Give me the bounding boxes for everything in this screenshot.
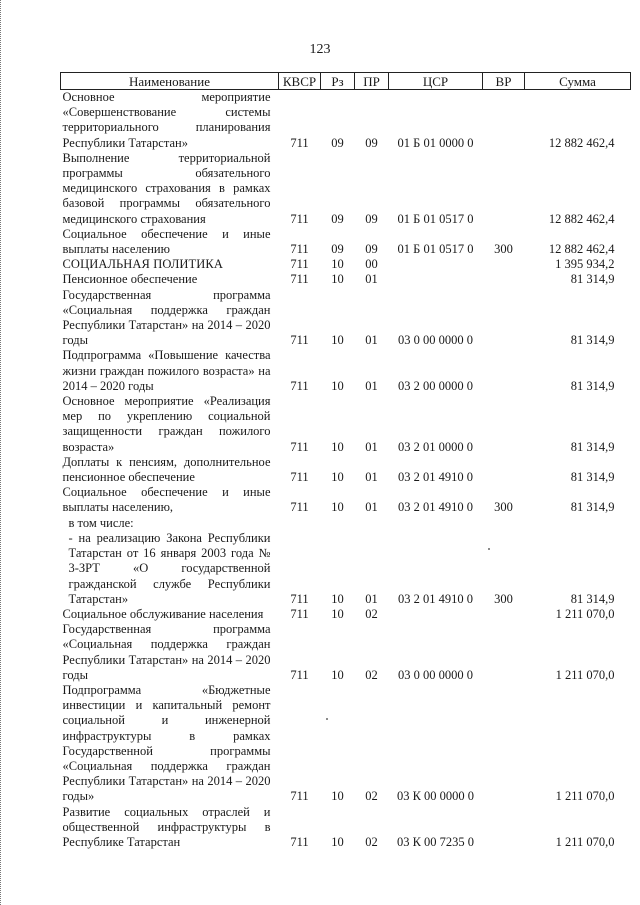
cell-name: Государственная программа «Социальная поддержка граждан Республики Татарстан» на 2014 – 2020 годы (62, 287, 271, 348)
cell-csr: 01 Б 01 0517 0 (397, 242, 474, 257)
cell-csr: 01 Б 01 0517 0 (397, 211, 474, 226)
cell-rz: 10 (331, 606, 344, 621)
cell-kvsr: 711 (290, 834, 309, 849)
cell-rz: 10 (331, 789, 344, 804)
cell-sum: 12 882 462,4 (548, 242, 615, 257)
table-row (61, 516, 631, 531)
cell-rz: 10 (331, 257, 344, 272)
cell-vr (483, 516, 525, 531)
cell-pr: 01 (365, 591, 378, 606)
table-row (61, 622, 631, 683)
cell-kvsr: 711 (290, 333, 309, 348)
cell-csr (389, 272, 483, 287)
cell-rz: 10 (331, 834, 344, 849)
cell-csr: 03 2 01 0000 0 (398, 439, 473, 454)
table-row (61, 272, 631, 287)
cell-csr: 03 2 01 4910 0 (398, 470, 473, 485)
cell-csr: 03 2 01 4910 0 (398, 591, 473, 606)
cell-sum (525, 516, 631, 531)
cell-csr (389, 607, 483, 622)
table-row (61, 531, 631, 607)
table-row (61, 90, 631, 151)
cell-vr (483, 288, 525, 349)
cell-sum: 1 211 070,0 (555, 606, 615, 621)
cell-kvsr: 711 (290, 500, 309, 515)
cell-pr: 02 (365, 834, 378, 849)
table-row (61, 257, 631, 272)
table-row (61, 227, 631, 257)
cell-sum: 1 211 070,0 (555, 834, 615, 849)
cell-kvsr (279, 516, 321, 531)
cell-pr: 09 (365, 211, 378, 226)
table-row (61, 348, 631, 394)
cell-name: Подпрограмма «Бюджетные инвестиции и капитальный ремонт социальной и инженерной инфраструктуры в рамках Государственной программы «Социальная поддержка граждан Республики Татарстан» на 2014 – 2020 годы» (62, 682, 271, 804)
cell-vr (483, 683, 525, 805)
cell-sum: 1 395 934,2 (555, 257, 615, 272)
cell-sum: 81 314,9 (570, 500, 615, 515)
cell-name: - на реализацию Закона Республики Татарстан от 16 января 2003 года № 3-ЗРТ «О государственной гражданской службе Республики Татарстан» (68, 530, 271, 606)
cell-csr: 03 К 00 0000 0 (396, 789, 475, 804)
cell-vr: 300 (494, 242, 513, 257)
cell-sum: 12 882 462,4 (548, 211, 615, 226)
table-row (61, 455, 631, 485)
cell-sum: 81 314,9 (570, 439, 615, 454)
cell-sum: 81 314,9 (570, 470, 615, 485)
cell-vr (483, 805, 525, 851)
cell-name: Социальное обслуживание населения (62, 606, 264, 621)
cell-rz: 10 (331, 378, 344, 393)
cell-vr (483, 90, 525, 151)
table-header-row (61, 73, 631, 90)
table-row (61, 151, 631, 227)
cell-pr (355, 516, 389, 531)
cell-csr: 03 0 00 0000 0 (398, 333, 473, 348)
cell-kvsr: 711 (290, 135, 309, 150)
cell-csr: 03 К 00 7235 0 (396, 834, 475, 849)
cell-kvsr: 711 (290, 606, 309, 621)
cell-rz: 09 (331, 242, 344, 257)
cell-kvsr: 711 (290, 470, 309, 485)
cell-kvsr: 711 (290, 591, 309, 606)
cell-kvsr: 711 (290, 242, 309, 257)
cell-pr: 02 (365, 606, 378, 621)
cell-sum: 81 314,9 (570, 591, 615, 606)
cell-name: Выполнение территориальной программы обязательного медицинского страхования в рамках базовой программы обязательного медицинского страхования (62, 150, 271, 226)
table-row (61, 485, 631, 515)
column-header-vr: ВР (483, 73, 525, 90)
cell-sum: 81 314,9 (570, 272, 615, 287)
column-header-rz: Рз (321, 73, 355, 90)
cell-vr (483, 622, 525, 683)
cell-name: СОЦИАЛЬНАЯ ПОЛИТИКА (62, 257, 223, 272)
table-row (61, 288, 631, 349)
cell-kvsr: 711 (290, 272, 309, 287)
column-header-name: Наименование (61, 73, 279, 90)
cell-name: Основное мероприятие «Совершенствование системы территориального планирования Республики Татарстан» (62, 90, 271, 150)
cell-rz: 10 (331, 667, 344, 682)
cell-sum: 12 882 462,4 (548, 135, 615, 150)
cell-kvsr: 711 (290, 378, 309, 393)
cell-csr (389, 257, 483, 272)
cell-vr (483, 348, 525, 394)
cell-name: Пенсионное обеспечение (62, 272, 198, 287)
cell-csr: 03 2 01 4910 0 (398, 500, 473, 515)
cell-name: Доплаты к пенсиям, дополнительное пенсионное обеспечение (62, 454, 271, 485)
cell-pr: 01 (365, 500, 378, 515)
page-number: 123 (309, 42, 331, 57)
cell-rz: 10 (331, 272, 344, 287)
binding-margin (0, 0, 7, 905)
cell-csr (389, 516, 483, 531)
cell-kvsr: 711 (290, 789, 309, 804)
cell-vr (483, 257, 525, 272)
column-header-csr: ЦСР (389, 73, 483, 90)
cell-pr: 09 (365, 242, 378, 257)
cell-vr (483, 455, 525, 485)
cell-rz: 09 (331, 135, 344, 150)
cell-pr: 01 (365, 272, 378, 287)
cell-sum: 81 314,9 (570, 378, 615, 393)
table-body (61, 90, 631, 851)
cell-vr (483, 151, 525, 227)
cell-name: Социальное обеспечение и иные выплаты населению (62, 226, 271, 257)
cell-rz: 09 (331, 211, 344, 226)
cell-pr: 00 (365, 257, 378, 272)
cell-csr: 03 0 00 0000 0 (398, 667, 473, 682)
cell-kvsr: 711 (290, 667, 309, 682)
budget-table (60, 72, 631, 850)
cell-name: Подпрограмма «Повышение качества жизни граждан пожилого возраста» на 2014 – 2020 годы (62, 348, 271, 393)
cell-name: Социальное обеспечение и иные выплаты населению, (62, 485, 271, 515)
cell-pr: 01 (365, 333, 378, 348)
cell-rz: 10 (331, 500, 344, 515)
cell-rz: 10 (331, 591, 344, 606)
cell-kvsr: 711 (290, 211, 309, 226)
cell-rz: 10 (331, 470, 344, 485)
cell-kvsr: 711 (290, 257, 309, 272)
table-row (61, 607, 631, 622)
cell-csr: 03 2 00 0000 0 (398, 378, 473, 393)
cell-rz: 10 (331, 333, 344, 348)
cell-rz (321, 516, 355, 531)
column-header-kvsr: КВСР (279, 73, 321, 90)
cell-pr: 01 (365, 439, 378, 454)
cell-vr (483, 607, 525, 622)
cell-name: Основное мероприятие «Реализация мер по укреплению социальной защищенности граждан пожилого возраста» (62, 394, 271, 454)
cell-pr: 09 (365, 135, 378, 150)
cell-vr: 300 (494, 591, 513, 606)
cell-vr: 300 (494, 500, 513, 515)
cell-csr: 01 Б 01 0000 0 (397, 135, 474, 150)
table-row (61, 805, 631, 851)
cell-name: Государственная программа «Социальная поддержка граждан Республики Татарстан» на 2014 – 2020 годы (62, 622, 271, 682)
cell-sum: 81 314,9 (570, 333, 615, 348)
cell-vr (483, 394, 525, 455)
column-header-pr: ПР (355, 73, 389, 90)
cell-pr: 01 (365, 470, 378, 485)
cell-name: в том числе: (68, 515, 134, 530)
cell-pr: 02 (365, 789, 378, 804)
cell-kvsr: 711 (290, 439, 309, 454)
table-row (61, 394, 631, 455)
cell-rz: 10 (331, 439, 344, 454)
cell-sum: 1 211 070,0 (555, 667, 615, 682)
cell-sum: 1 211 070,0 (555, 789, 615, 804)
table-row (61, 683, 631, 805)
column-header-sum: Сумма (525, 73, 631, 90)
cell-vr (483, 272, 525, 287)
cell-pr: 01 (365, 378, 378, 393)
cell-pr: 02 (365, 667, 378, 682)
cell-name: Развитие социальных отраслей и общественной инфраструктуры в Республике Татарстан (62, 804, 271, 849)
